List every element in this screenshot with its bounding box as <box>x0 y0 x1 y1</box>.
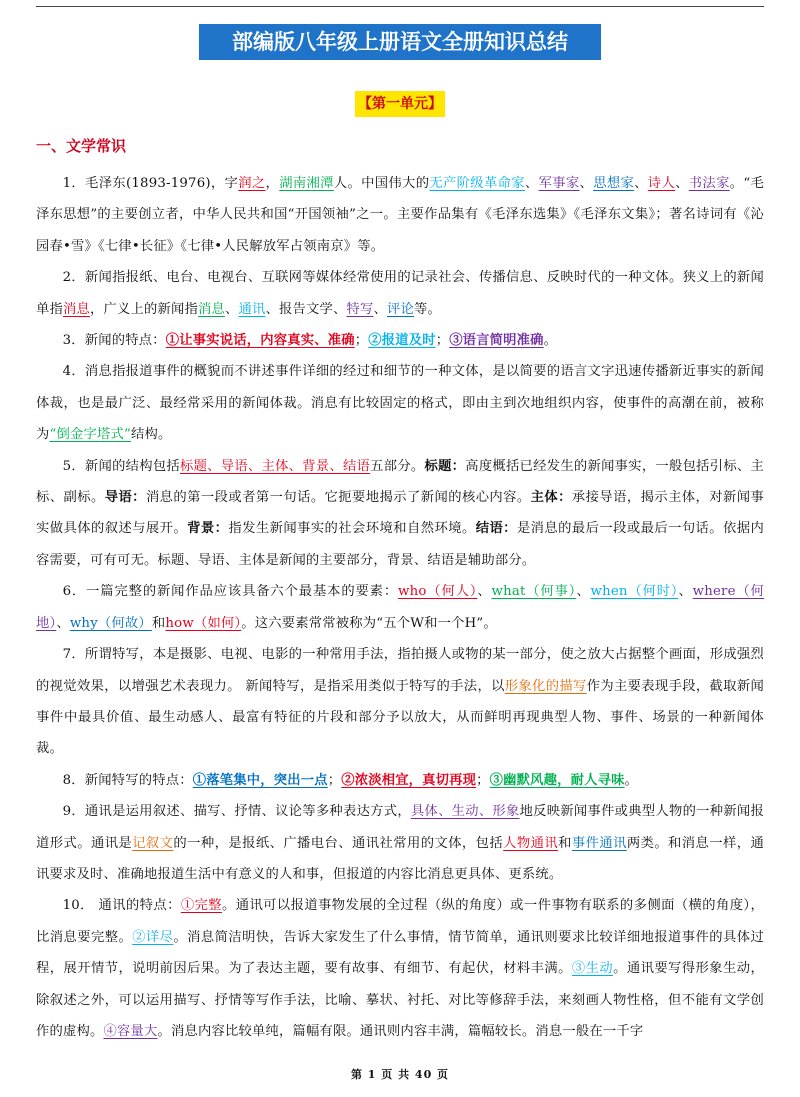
highlighted-term: 消息 <box>63 301 90 317</box>
text-run: 和 <box>558 835 572 851</box>
paragraph-9 <box>36 796 764 890</box>
highlighted-term: ③幽默风趣，耐人寻味 <box>489 772 625 788</box>
highlighted-term: ②详尽 <box>132 929 174 945</box>
paragraph-4 <box>36 356 764 450</box>
text-run: ； <box>476 772 490 788</box>
text-run: 、 <box>579 176 594 191</box>
highlighted-term: 润之 <box>238 176 266 191</box>
text-run: 2．新闻指报纸、电台、电视台、互联网等媒体经常使用的记录社会、传播信息、反映时代的一种文体。狭义上的新闻单指 <box>36 270 764 317</box>
text-run: ； <box>435 333 450 349</box>
text-run: 、 <box>524 176 539 191</box>
page-footer: 第 1 页 共 40 页 <box>350 1068 450 1081</box>
text-run: 、 <box>477 584 492 600</box>
text-run: 7．所谓特写，本是摄影、电视、电影的一种常用手法，指拍摄人或物的某一部分，使之放大占据整个画面，形成强烈的视觉效果，以增强艺术表现力。 新闻特写，是指采用类似于特写的手法，以 <box>36 647 764 694</box>
highlighted-term: what（何事） <box>491 584 577 600</box>
text-run: 、 <box>56 615 70 631</box>
content-body <box>36 168 764 1047</box>
highlighted-term: 特写 <box>346 301 374 317</box>
text-run: 、 <box>675 176 689 191</box>
text-run: 、报告文学、 <box>265 301 347 317</box>
highlighted-term: where（何地） <box>36 584 765 631</box>
text-run: 地反映新闻事件或典型人物的一种新闻报道形式。通讯是 <box>36 804 764 851</box>
text-run: 。消息内容比较单纯，篇幅有限。通讯则内容丰满，篇幅较长。消息一般在一千字 <box>157 1023 644 1039</box>
highlighted-term: ②浓淡相宜，真切再现 <box>341 772 477 788</box>
text-run: 的一种，是报纸、广播电台、通讯社常用的文体，包括 <box>173 835 504 851</box>
section-heading: 一、文学常识 <box>36 137 127 155</box>
highlighted-term: 事件通讯 <box>571 835 627 851</box>
text-run: 和 <box>151 615 166 631</box>
highlighted-term: 记叙文 <box>132 835 174 851</box>
text-run: 6．一篇完整的新闻作品应该具备六个最基本的要素： <box>62 584 399 600</box>
highlighted-term: 书法家 <box>688 176 730 191</box>
paragraph-8 <box>36 765 764 796</box>
text-run: 8．新闻特写的特点： <box>62 772 193 788</box>
highlighted-term: 诗人 <box>647 176 676 191</box>
text-run: 主体： <box>530 490 572 506</box>
paragraph-10 <box>36 890 764 1047</box>
text-run: ； <box>354 333 369 349</box>
text-run: 。 <box>543 333 558 349</box>
highlighted-term: 具体、生动、形象 <box>410 804 520 820</box>
highlighted-term: “倒金字塔式” <box>49 427 131 443</box>
text-run: 承接导语，揭示主体，对新闻事实做具体的叙述与展开。 <box>36 490 765 537</box>
text-run: 。 <box>624 772 639 788</box>
text-run: 9．通讯是运用叙述、描写、抒情、议论等多种表达方式， <box>62 804 411 820</box>
text-run: 、 <box>224 301 239 317</box>
highlighted-term: ③生动 <box>571 961 614 977</box>
text-run: 结语： <box>475 521 517 537</box>
text-run: 、 <box>373 301 387 317</box>
highlighted-term: 通讯 <box>238 301 266 317</box>
highlighted-term: 湖南湘潭 <box>279 176 334 191</box>
text-run: 导语： <box>104 490 146 506</box>
text-run: 。通讯要写得形象生动，除叙述之外，可以运用描写、抒情等写作手法，比喻、摹状、衬托、对比等修辞手法，来刻画人物性格，但不能有文学创作的虚构。 <box>36 961 764 1039</box>
text-run: 。消息简洁明快，告诉大家发生了什么事情，情节简单，通讯则要求比较详细地报道事件的具体过程，展开情节，说明前因后果。为了表达主题，要有故事、有细节、有起伏，材料丰满。 <box>36 929 764 977</box>
highlighted-term: ④容量大 <box>103 1023 158 1039</box>
highlighted-term: who（何人） <box>398 584 478 600</box>
highlighted-term: 形象化的描写 <box>504 678 587 694</box>
highlighted-term: ①完整 <box>180 898 223 914</box>
text-run: ； <box>327 772 342 788</box>
text-run: 、 <box>634 176 648 191</box>
text-run: 4．消息指报道事件的概貌而不讲述事件详细的经过和细节的一种文体，是以简要的语言文字迅速传播新近事实的新闻体裁，也是最广泛、最经常采用的新闻体裁。消息有比较固定的格式，即由主到次地组织内容，使事件的高潮在前，被称为 <box>36 364 764 443</box>
highlighted-term: ③语言简明准确 <box>449 333 544 349</box>
text-run: 标题： <box>424 458 466 474</box>
text-run: 作为主要表现手段，截取新闻事件中最具价值、最生动感人、最富有特征的片段和部分予以放大，从而鲜明再现典型人物、事件、场景的一种新闻体裁。 <box>36 678 764 757</box>
text-run: 。这六要素常常被称为“五个W和一个H”。 <box>241 615 497 631</box>
text-run: 结构。 <box>130 427 172 443</box>
highlighted-term: 无产阶级革命家 <box>429 176 525 191</box>
highlighted-term: 标题、导语、主体、背景、结语 <box>180 458 371 474</box>
paragraph-7 <box>36 639 764 765</box>
text-run: ，广义上的新闻指 <box>90 301 198 317</box>
text-run: 10． 通讯的特点： <box>62 898 181 914</box>
top-rule <box>36 6 764 7</box>
text-run: 5．新闻的结构包括 <box>62 458 180 474</box>
text-run: 。通讯可以报道事物发展的全过程（纵的角度）或一件事物有联系的多侧面（横的角度），比消息要完整。 <box>36 898 764 945</box>
text-run: 等。 <box>413 301 441 317</box>
highlighted-term: why（何故） <box>69 615 152 631</box>
paragraph-3 <box>36 325 764 356</box>
text-run: 两类。和消息一样，通讯要求及时、准确地报道生活中有意义的人和事，但报道的内容比消息更具体、更系统。 <box>36 835 764 882</box>
highlighted-term: 军事家 <box>538 176 580 191</box>
paragraph-2 <box>36 262 764 325</box>
paragraph-5 <box>36 451 764 577</box>
text-run: 是消息的最后一段或最后一句话。依据内容需要，可有可无。标题、导语、主体是新闻的主要部分，背景、结语是辅助部分。 <box>36 521 765 568</box>
text-run: 五部分。 <box>370 458 425 474</box>
highlighted-term: 思想家 <box>593 176 635 191</box>
highlighted-term: ①落笔集中，突出一点 <box>192 772 328 788</box>
highlighted-term: ①让事实说话，内容真实、准确 <box>165 333 355 349</box>
text-run: 指发生新闻事实的社会环境和自然环境。 <box>228 521 476 537</box>
highlighted-term: how（如何） <box>165 615 242 631</box>
text-run: 。“毛泽东思想”的主要创立者，中华人民共和国“开国领袖”之一。主要作品集有《毛泽东选集》《毛泽东文集》；著名诗词有《沁园春•雪》《七律•长征》《七律•人民解放军占领南京》等。 <box>36 176 765 254</box>
highlighted-term: when（何时） <box>590 584 679 600</box>
highlighted-term: ②报道及时 <box>368 333 436 349</box>
text-run: 1．毛泽东(1893-1976)，字 <box>62 176 239 191</box>
text-run: 、 <box>678 584 693 600</box>
paragraph-6 <box>36 576 764 639</box>
unit-badge: 【第一单元】 <box>355 91 445 117</box>
highlighted-term: 人物通讯 <box>503 835 559 851</box>
paragraph-1 <box>36 168 764 262</box>
text-run: 背景： <box>187 521 229 537</box>
text-run: 3．新闻的特点： <box>62 333 166 349</box>
text-run: ， <box>265 176 280 191</box>
text-run: 消息的第一段或者第一句话。它扼要地揭示了新闻的核心内容。 <box>145 490 531 506</box>
document-title: 部编版八年级上册语文全册知识总结 <box>199 24 601 60</box>
highlighted-term: 消息 <box>197 301 225 317</box>
highlighted-term: 评论 <box>386 301 414 317</box>
text-run: 人。中国伟大的 <box>333 176 430 191</box>
text-run: 、 <box>576 584 591 600</box>
text-run: 高度概括已经发生的新闻事实，一般包括引标、主标、副标。 <box>36 458 764 506</box>
